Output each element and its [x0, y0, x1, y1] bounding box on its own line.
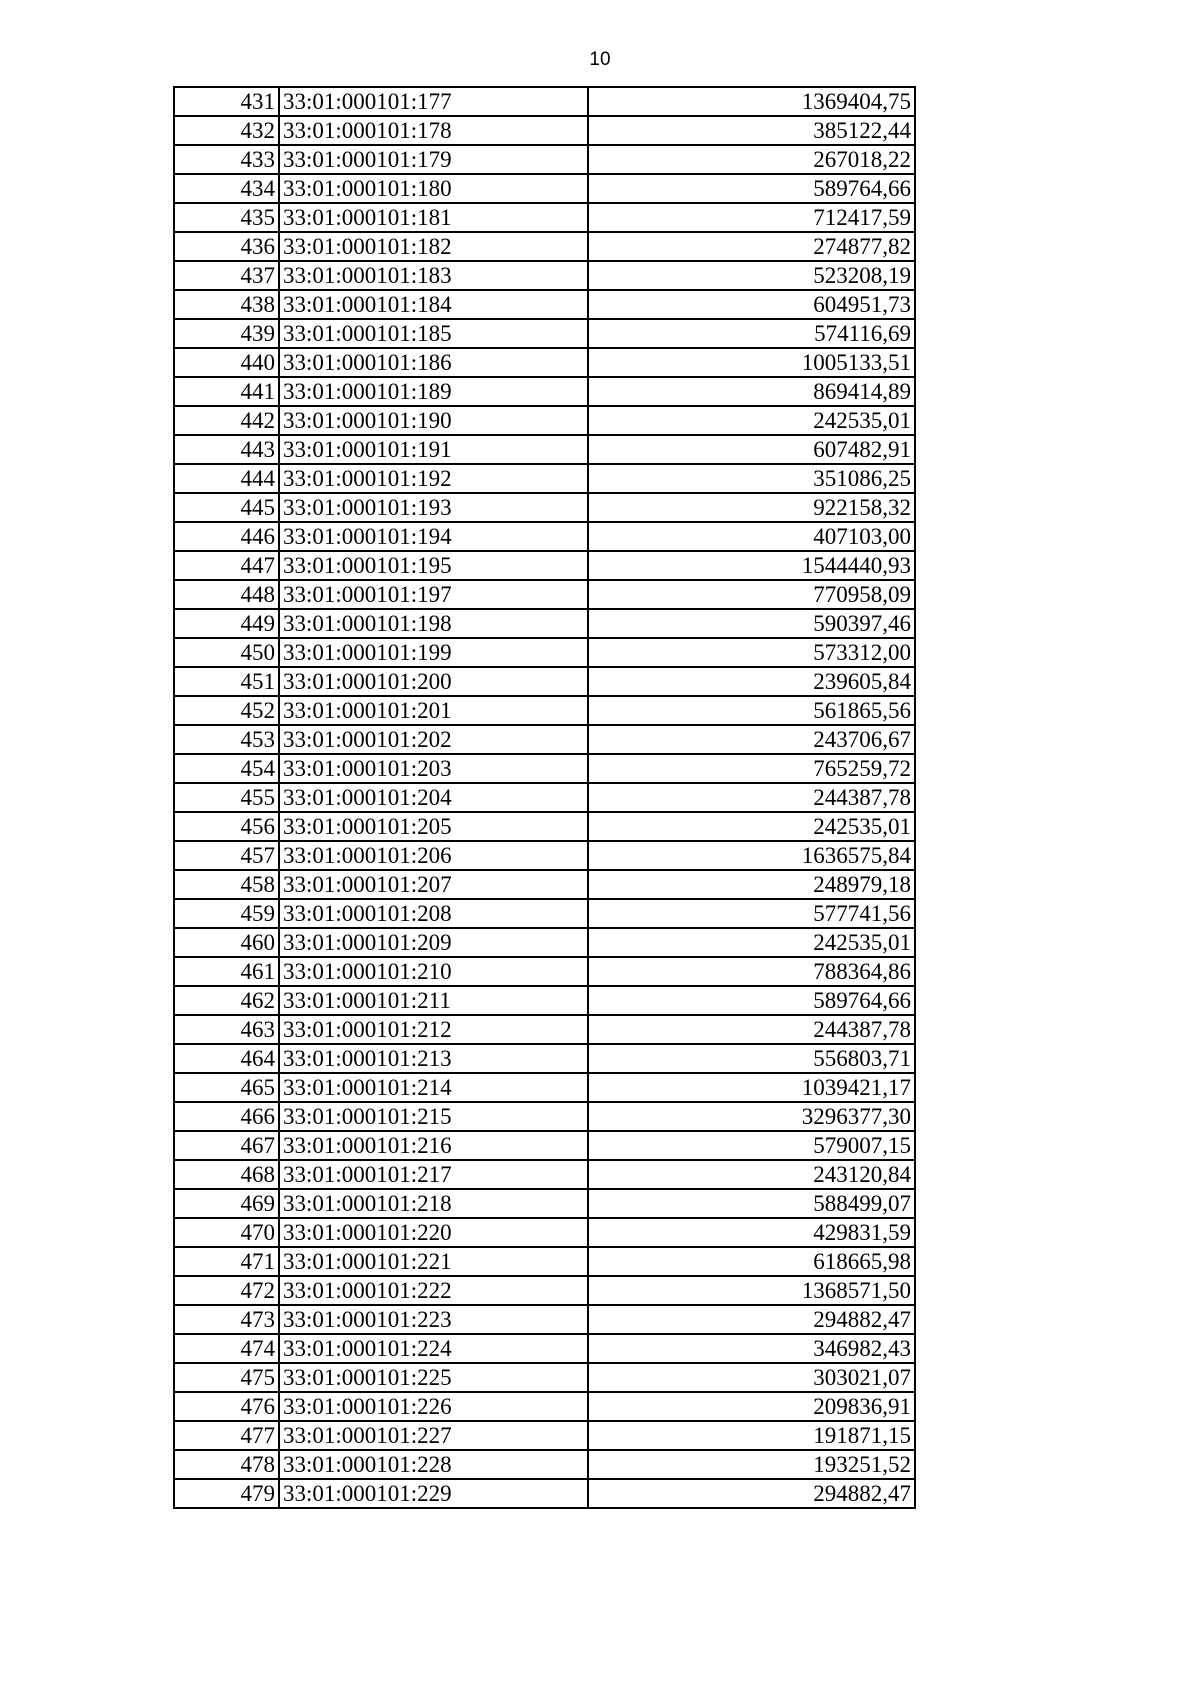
cadastral-value-cell: 274877,82	[588, 232, 915, 261]
row-number-cell: 469	[174, 1189, 279, 1218]
cadastral-value-cell: 1369404,75	[588, 87, 915, 116]
cadastral-value-cell: 589764,66	[588, 986, 915, 1015]
row-number-cell: 454	[174, 754, 279, 783]
table-row	[174, 1131, 915, 1160]
row-number-cell: 448	[174, 580, 279, 609]
cadastral-number-cell: 33:01:000101:179	[279, 145, 588, 174]
cadastral-number-cell: 33:01:000101:201	[279, 696, 588, 725]
row-number-cell: 441	[174, 377, 279, 406]
row-number-cell: 442	[174, 406, 279, 435]
row-number-cell: 462	[174, 986, 279, 1015]
row-number-cell: 437	[174, 261, 279, 290]
cadastral-value-cell: 294882,47	[588, 1479, 915, 1508]
cadastral-number-cell: 33:01:000101:190	[279, 406, 588, 435]
table-row	[174, 1334, 915, 1363]
table-row	[174, 1189, 915, 1218]
cadastral-number-cell: 33:01:000101:189	[279, 377, 588, 406]
row-number-cell: 445	[174, 493, 279, 522]
cadastral-number-cell: 33:01:000101:198	[279, 609, 588, 638]
cadastral-value-cell: 243706,67	[588, 725, 915, 754]
cadastral-number-cell: 33:01:000101:202	[279, 725, 588, 754]
row-number-cell: 453	[174, 725, 279, 754]
table-row	[174, 957, 915, 986]
table-row	[174, 986, 915, 1015]
cadastral-value-cell: 788364,86	[588, 957, 915, 986]
row-number-cell: 470	[174, 1218, 279, 1247]
table-body	[174, 87, 915, 1508]
cadastral-value-cell: 588499,07	[588, 1189, 915, 1218]
cadastral-value-cell: 244387,78	[588, 783, 915, 812]
cadastral-number-cell: 33:01:000101:191	[279, 435, 588, 464]
cadastral-number-cell: 33:01:000101:225	[279, 1363, 588, 1392]
cadastral-number-cell: 33:01:000101:210	[279, 957, 588, 986]
table-row	[174, 203, 915, 232]
row-number-cell: 449	[174, 609, 279, 638]
cadastral-value-cell: 574116,69	[588, 319, 915, 348]
table-row	[174, 1218, 915, 1247]
table-row	[174, 1305, 915, 1334]
cadastral-number-cell: 33:01:000101:229	[279, 1479, 588, 1508]
row-number-cell: 458	[174, 870, 279, 899]
row-number-cell: 435	[174, 203, 279, 232]
table-row	[174, 1276, 915, 1305]
row-number-cell: 474	[174, 1334, 279, 1363]
row-number-cell: 457	[174, 841, 279, 870]
row-number-cell: 471	[174, 1247, 279, 1276]
cadastral-number-cell: 33:01:000101:215	[279, 1102, 588, 1131]
cadastral-value-cell: 242535,01	[588, 812, 915, 841]
cadastral-number-cell: 33:01:000101:224	[279, 1334, 588, 1363]
cadastral-number-cell: 33:01:000101:203	[279, 754, 588, 783]
cadastral-number-cell: 33:01:000101:184	[279, 290, 588, 319]
table-row	[174, 638, 915, 667]
row-number-cell: 450	[174, 638, 279, 667]
row-number-cell: 432	[174, 116, 279, 145]
row-number-cell: 478	[174, 1450, 279, 1479]
table-row	[174, 841, 915, 870]
cadastral-number-cell: 33:01:000101:223	[279, 1305, 588, 1334]
table-row	[174, 667, 915, 696]
cadastral-value-cell: 193251,52	[588, 1450, 915, 1479]
row-number-cell: 473	[174, 1305, 279, 1334]
row-number-cell: 464	[174, 1044, 279, 1073]
cadastral-number-cell: 33:01:000101:185	[279, 319, 588, 348]
cadastral-value-cell: 922158,32	[588, 493, 915, 522]
cadastral-number-cell: 33:01:000101:209	[279, 928, 588, 957]
cadastral-number-cell: 33:01:000101:207	[279, 870, 588, 899]
cadastral-number-cell: 33:01:000101:193	[279, 493, 588, 522]
cadastral-value-cell: 407103,00	[588, 522, 915, 551]
row-number-cell: 472	[174, 1276, 279, 1305]
cadastral-value-cell: 244387,78	[588, 1015, 915, 1044]
table-row	[174, 551, 915, 580]
cadastral-number-cell: 33:01:000101:211	[279, 986, 588, 1015]
cadastral-value-cell: 1039421,17	[588, 1073, 915, 1102]
table-row	[174, 522, 915, 551]
cadastral-number-cell: 33:01:000101:177	[279, 87, 588, 116]
cadastral-value-cell: 579007,15	[588, 1131, 915, 1160]
table-row	[174, 1450, 915, 1479]
cadastral-value-cell: 1368571,50	[588, 1276, 915, 1305]
cadastral-number-cell: 33:01:000101:205	[279, 812, 588, 841]
cadastral-number-cell: 33:01:000101:227	[279, 1421, 588, 1450]
table-row	[174, 290, 915, 319]
cadastral-number-cell: 33:01:000101:180	[279, 174, 588, 203]
cadastral-value-cell: 267018,22	[588, 145, 915, 174]
cadastral-value-cell: 209836,91	[588, 1392, 915, 1421]
cadastral-number-cell: 33:01:000101:216	[279, 1131, 588, 1160]
cadastral-value-cell: 385122,44	[588, 116, 915, 145]
cadastral-value-cell: 243120,84	[588, 1160, 915, 1189]
cadastral-value-cell: 1005133,51	[588, 348, 915, 377]
cadastral-number-cell: 33:01:000101:222	[279, 1276, 588, 1305]
table-row	[174, 812, 915, 841]
row-number-cell: 443	[174, 435, 279, 464]
cadastral-number-cell: 33:01:000101:220	[279, 1218, 588, 1247]
table-row	[174, 1247, 915, 1276]
table-row	[174, 319, 915, 348]
table-row	[174, 87, 915, 116]
cadastral-value-cell: 351086,25	[588, 464, 915, 493]
cadastral-value-cell: 242535,01	[588, 406, 915, 435]
row-number-cell: 476	[174, 1392, 279, 1421]
row-number-cell: 451	[174, 667, 279, 696]
cadastral-number-cell: 33:01:000101:204	[279, 783, 588, 812]
cadastral-number-cell: 33:01:000101:206	[279, 841, 588, 870]
row-number-cell: 444	[174, 464, 279, 493]
cadastral-number-cell: 33:01:000101:178	[279, 116, 588, 145]
table-row	[174, 348, 915, 377]
table-row	[174, 783, 915, 812]
table-row	[174, 754, 915, 783]
cadastral-value-table	[173, 86, 916, 1509]
row-number-cell: 467	[174, 1131, 279, 1160]
cadastral-value-cell: 346982,43	[588, 1334, 915, 1363]
row-number-cell: 431	[174, 87, 279, 116]
cadastral-number-cell: 33:01:000101:214	[279, 1073, 588, 1102]
cadastral-value-cell: 429831,59	[588, 1218, 915, 1247]
table-row	[174, 1421, 915, 1450]
cadastral-number-cell: 33:01:000101:186	[279, 348, 588, 377]
cadastral-number-cell: 33:01:000101:199	[279, 638, 588, 667]
cadastral-value-cell: 523208,19	[588, 261, 915, 290]
row-number-cell: 455	[174, 783, 279, 812]
cadastral-value-cell: 618665,98	[588, 1247, 915, 1276]
row-number-cell: 439	[174, 319, 279, 348]
table-row	[174, 1044, 915, 1073]
cadastral-number-cell: 33:01:000101:182	[279, 232, 588, 261]
cadastral-value-cell: 577741,56	[588, 899, 915, 928]
table-row	[174, 928, 915, 957]
cadastral-number-cell: 33:01:000101:228	[279, 1450, 588, 1479]
table-row	[174, 696, 915, 725]
page-number: 10	[589, 49, 611, 70]
cadastral-number-cell: 33:01:000101:221	[279, 1247, 588, 1276]
cadastral-value-cell: 604951,73	[588, 290, 915, 319]
cadastral-number-cell: 33:01:000101:197	[279, 580, 588, 609]
table-row	[174, 1160, 915, 1189]
cadastral-value-cell: 3296377,30	[588, 1102, 915, 1131]
table-row	[174, 580, 915, 609]
cadastral-number-cell: 33:01:000101:212	[279, 1015, 588, 1044]
table-row	[174, 1392, 915, 1421]
cadastral-value-cell: 1636575,84	[588, 841, 915, 870]
cadastral-value-cell: 556803,71	[588, 1044, 915, 1073]
table-row	[174, 174, 915, 203]
table-row	[174, 1102, 915, 1131]
row-number-cell: 479	[174, 1479, 279, 1508]
row-number-cell: 465	[174, 1073, 279, 1102]
table-row	[174, 493, 915, 522]
table-row	[174, 116, 915, 145]
row-number-cell: 438	[174, 290, 279, 319]
row-number-cell: 456	[174, 812, 279, 841]
row-number-cell: 475	[174, 1363, 279, 1392]
cadastral-number-cell: 33:01:000101:218	[279, 1189, 588, 1218]
cadastral-value-cell: 770958,09	[588, 580, 915, 609]
row-number-cell: 468	[174, 1160, 279, 1189]
row-number-cell: 440	[174, 348, 279, 377]
cadastral-value-cell: 248979,18	[588, 870, 915, 899]
cadastral-number-cell: 33:01:000101:192	[279, 464, 588, 493]
row-number-cell: 463	[174, 1015, 279, 1044]
table-row	[174, 870, 915, 899]
cadastral-value-cell: 589764,66	[588, 174, 915, 203]
cadastral-number-cell: 33:01:000101:183	[279, 261, 588, 290]
row-number-cell: 466	[174, 1102, 279, 1131]
table-row	[174, 1073, 915, 1102]
table-row	[174, 261, 915, 290]
cadastral-value-cell: 239605,84	[588, 667, 915, 696]
cadastral-value-cell: 303021,07	[588, 1363, 915, 1392]
table-row	[174, 609, 915, 638]
cadastral-value-cell: 607482,91	[588, 435, 915, 464]
table-row	[174, 145, 915, 174]
table-row	[174, 232, 915, 261]
row-number-cell: 452	[174, 696, 279, 725]
cadastral-number-cell: 33:01:000101:195	[279, 551, 588, 580]
cadastral-number-cell: 33:01:000101:213	[279, 1044, 588, 1073]
cadastral-number-cell: 33:01:000101:181	[279, 203, 588, 232]
cadastral-number-cell: 33:01:000101:200	[279, 667, 588, 696]
table-row	[174, 1015, 915, 1044]
cadastral-number-cell: 33:01:000101:194	[279, 522, 588, 551]
row-number-cell: 433	[174, 145, 279, 174]
table-row	[174, 377, 915, 406]
cadastral-value-cell: 242535,01	[588, 928, 915, 957]
cadastral-value-cell: 561865,56	[588, 696, 915, 725]
cadastral-value-cell: 712417,59	[588, 203, 915, 232]
cadastral-value-cell: 765259,72	[588, 754, 915, 783]
row-number-cell: 446	[174, 522, 279, 551]
cadastral-value-cell: 294882,47	[588, 1305, 915, 1334]
row-number-cell: 436	[174, 232, 279, 261]
cadastral-value-cell: 573312,00	[588, 638, 915, 667]
row-number-cell: 459	[174, 899, 279, 928]
cadastral-value-cell: 1544440,93	[588, 551, 915, 580]
table-row	[174, 1479, 915, 1508]
table-row	[174, 899, 915, 928]
cadastral-value-cell: 590397,46	[588, 609, 915, 638]
row-number-cell: 434	[174, 174, 279, 203]
cadastral-number-cell: 33:01:000101:226	[279, 1392, 588, 1421]
row-number-cell: 477	[174, 1421, 279, 1450]
row-number-cell: 460	[174, 928, 279, 957]
cadastral-number-cell: 33:01:000101:208	[279, 899, 588, 928]
cadastral-value-cell: 191871,15	[588, 1421, 915, 1450]
table-row	[174, 725, 915, 754]
table-row	[174, 406, 915, 435]
table-row	[174, 464, 915, 493]
table-row	[174, 1363, 915, 1392]
row-number-cell: 447	[174, 551, 279, 580]
table-row	[174, 435, 915, 464]
cadastral-value-cell: 869414,89	[588, 377, 915, 406]
cadastral-number-cell: 33:01:000101:217	[279, 1160, 588, 1189]
row-number-cell: 461	[174, 957, 279, 986]
